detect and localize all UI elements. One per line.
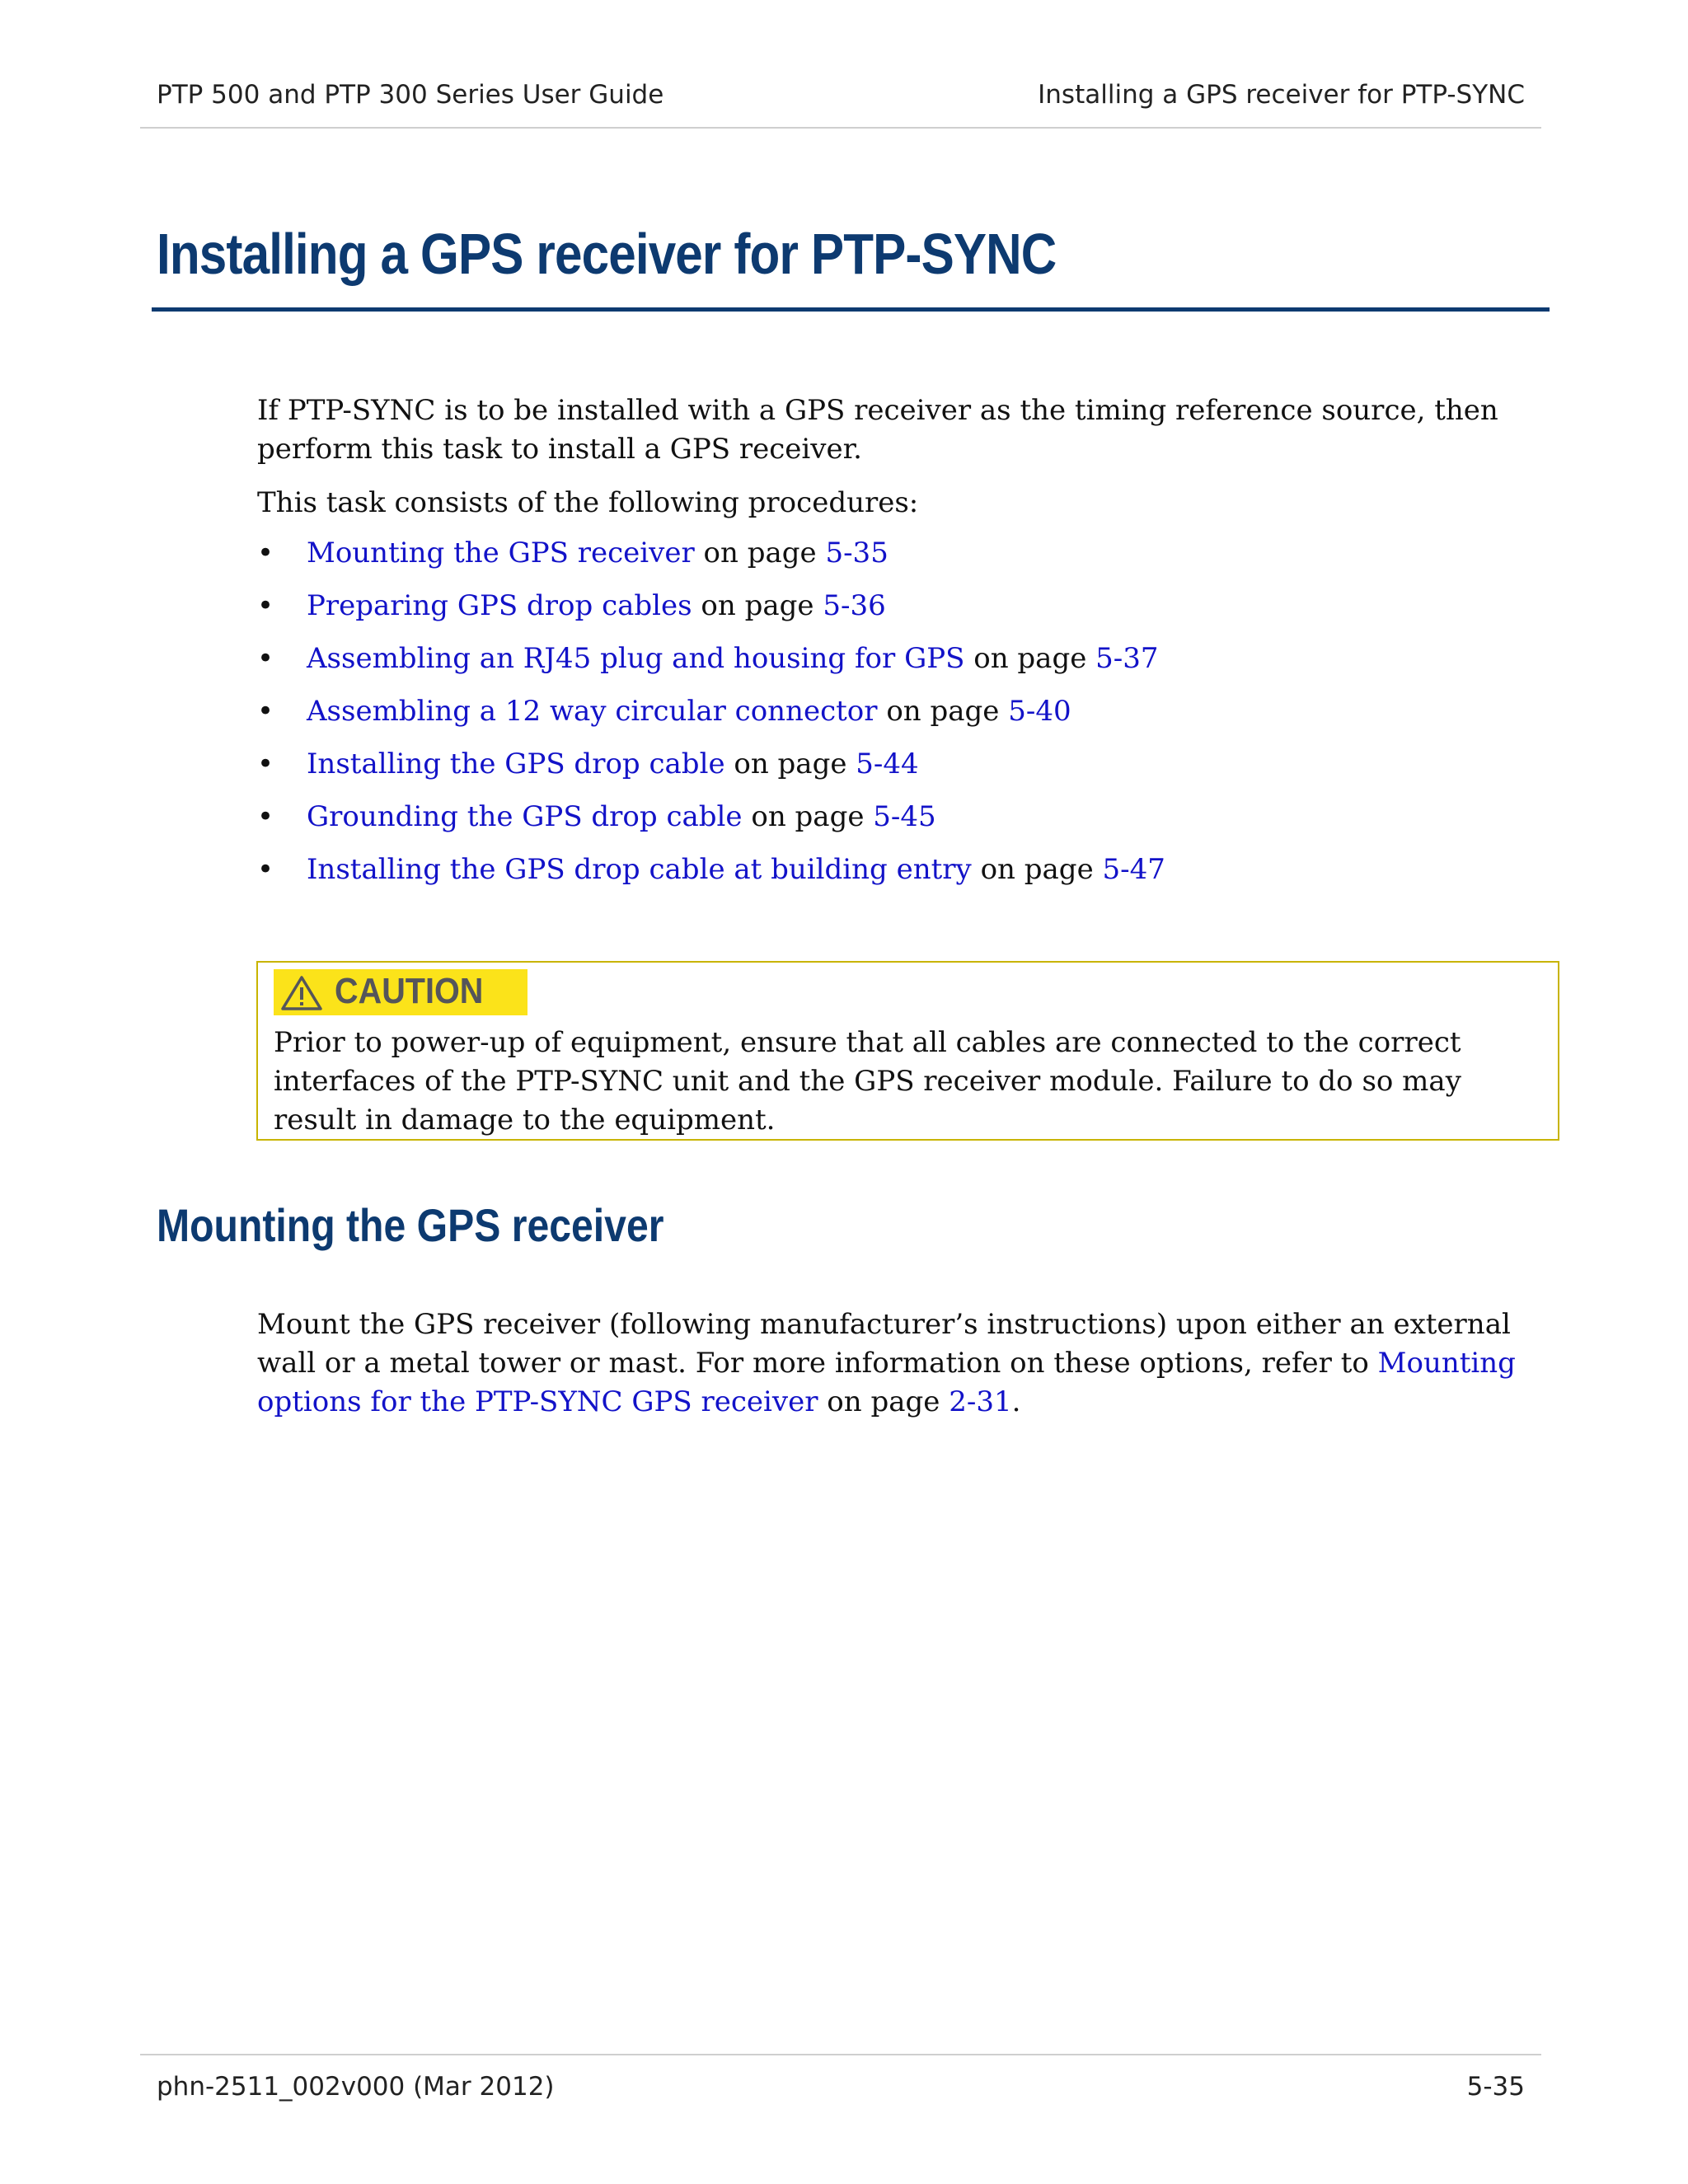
list-item (257, 745, 1165, 798)
page-ref-text: on page (742, 800, 874, 833)
intro-paragraph: If PTP-SYNC is to be installed with a GPS receiver as the timing reference source, then perform this task to install a GPS receiver. (257, 394, 1498, 466)
section-heading-mounting: Mounting the GPS receiver (157, 1199, 664, 1251)
warning-triangle-icon (280, 975, 323, 1011)
list-item (257, 640, 1165, 692)
bullet: • (257, 695, 274, 728)
mounting-options-link[interactable]: Mounting options for the PTP-SYNC GPS receiver (257, 1347, 1516, 1418)
procedure-link-building-entry[interactable]: Installing the GPS drop cable at building entry (307, 853, 972, 886)
page-link[interactable]: 5-36 (823, 589, 886, 622)
procedure-list (257, 534, 1165, 903)
page-ref-text: on page (694, 537, 826, 569)
procedure-link-circular-connector[interactable]: Assembling a 12 way circular connector (307, 695, 878, 728)
list-item (257, 534, 1165, 587)
procedures-intro: This task consists of the following procedures: (257, 486, 919, 519)
bullet: • (257, 537, 274, 569)
header-guide-title: PTP 500 and PTP 300 Series User Guide (157, 80, 664, 110)
procedure-link-mounting[interactable]: Mounting the GPS receiver (307, 537, 695, 569)
mounting-text: Mount the GPS receiver (following manufacturer’s instructions) upon either an external wall or a metal tower or mast. For more information on these options, refer to (257, 1308, 1511, 1380)
procedure-link-preparing[interactable]: Preparing GPS drop cables (307, 589, 692, 622)
bullet: • (257, 589, 274, 622)
caution-label: CAUTION (335, 971, 484, 1011)
page-ref-text: on page (724, 748, 856, 780)
caution-text: Prior to power-up of equipment, ensure that all cables are connected to the correct interfaces of the PTP-SYNC unit and the GPS receiver module. Failure to do so may result in damage to the equipment. (274, 1026, 1461, 1137)
procedure-link-rj45[interactable]: Assembling an RJ45 plug and housing for GPS (307, 642, 965, 675)
mounting-paragraph (257, 1305, 1559, 1422)
page-ref-text: on page (964, 642, 1096, 675)
page-link[interactable]: 5-44 (856, 748, 919, 780)
title-rule (152, 307, 1550, 312)
page-link[interactable]: 5-35 (825, 537, 889, 569)
header-section-title: Installing a GPS receiver for PTP-SYNC (1038, 80, 1525, 110)
page-ref-text: on page (877, 695, 1009, 728)
page-title: Installing a GPS receiver for PTP-SYNC (157, 222, 1057, 286)
sentence-end: . (1011, 1385, 1021, 1418)
procedure-link-installing-cable[interactable]: Installing the GPS drop cable (307, 748, 725, 780)
procedure-link-grounding[interactable]: Grounding the GPS drop cable (307, 800, 743, 833)
list-item (257, 851, 1165, 903)
page-link[interactable]: 2-31 (949, 1385, 1012, 1418)
page-link[interactable]: 5-45 (873, 800, 936, 833)
page-ref-text: on page (818, 1385, 950, 1418)
document-id: phn-2511_002v000 (Mar 2012) (157, 2072, 555, 2102)
page-ref-text: on page (971, 853, 1103, 886)
page-ref-text: on page (692, 589, 823, 622)
bullet: • (257, 748, 274, 780)
page-link[interactable]: 5-37 (1095, 642, 1159, 675)
caution-box (256, 961, 1559, 1141)
list-item (257, 587, 1165, 640)
list-item (257, 798, 1165, 851)
page-number: 5-35 (1466, 2072, 1525, 2102)
page-link[interactable]: 5-47 (1102, 853, 1165, 886)
list-item (257, 692, 1165, 745)
caution-badge (274, 969, 528, 1015)
bullet: • (257, 853, 274, 886)
page-link[interactable]: 5-40 (1008, 695, 1071, 728)
bullet: • (257, 800, 274, 833)
page-footer (140, 2054, 1541, 2121)
bullet: • (257, 642, 274, 675)
page-header (140, 51, 1541, 129)
